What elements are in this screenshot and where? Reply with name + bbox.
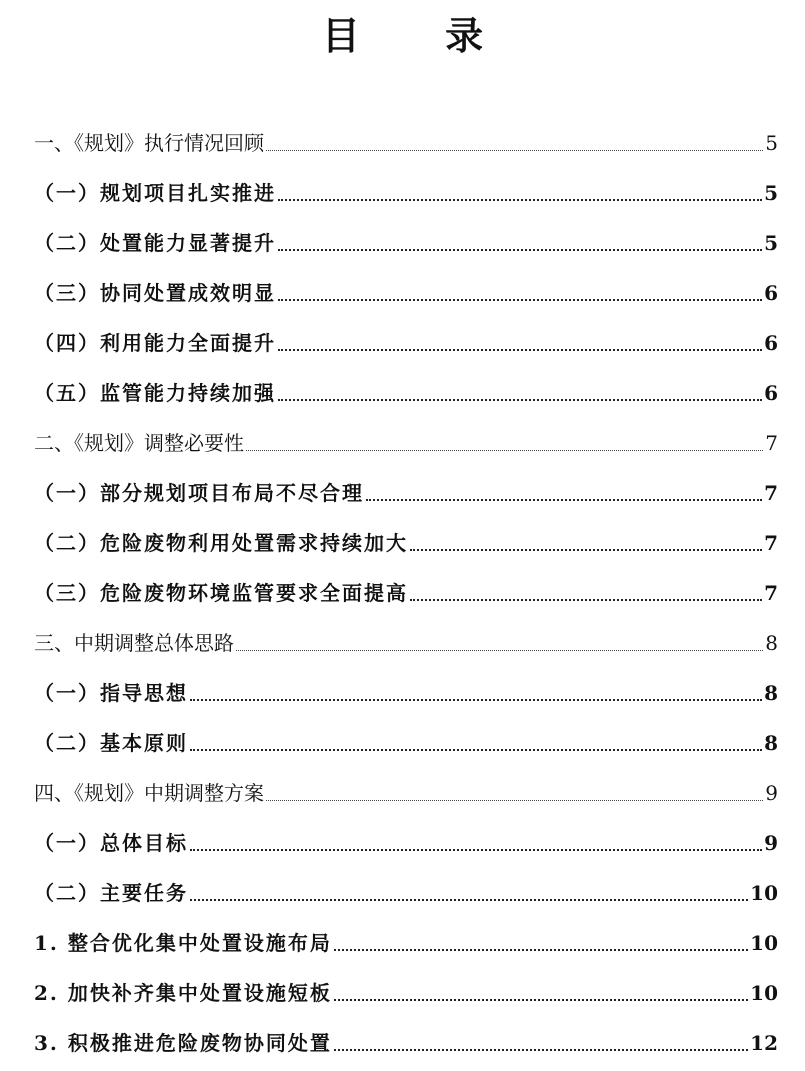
toc-dot-leader bbox=[266, 150, 763, 151]
toc-dot-leader bbox=[236, 650, 763, 651]
toc-entry-label: （二）基本原则 bbox=[34, 731, 188, 755]
toc-page-number: 10 bbox=[750, 881, 778, 905]
page-title: 目 录 bbox=[321, 13, 520, 58]
toc-entry[interactable] bbox=[34, 616, 778, 666]
toc-entry[interactable] bbox=[34, 216, 778, 266]
toc-page-number: 8 bbox=[764, 681, 778, 705]
toc-entry-label: （一）规划项目扎实推进 bbox=[34, 181, 276, 205]
toc-entry-label: 二、《规划》调整必要性 bbox=[34, 431, 244, 455]
toc-dot-leader bbox=[334, 999, 748, 1001]
toc-page-number: 6 bbox=[764, 281, 778, 305]
toc-page-number: 9 bbox=[764, 831, 778, 855]
toc-page-number: 7 bbox=[764, 581, 778, 605]
toc-entry[interactable] bbox=[34, 466, 778, 516]
toc-dot-leader bbox=[190, 849, 762, 851]
toc-page-number: 10 bbox=[750, 931, 778, 955]
toc-entry[interactable] bbox=[34, 816, 778, 866]
toc-entry-label: 2. 加快补齐集中处置设施短板 bbox=[34, 981, 332, 1005]
toc-page-number: 7 bbox=[765, 431, 778, 455]
toc-dot-leader bbox=[190, 749, 762, 751]
toc-entry[interactable] bbox=[34, 716, 778, 766]
toc-page-number: 8 bbox=[765, 631, 778, 655]
toc-entry[interactable] bbox=[34, 266, 778, 316]
toc-dot-leader bbox=[278, 249, 762, 251]
toc-entry-label: 四、《规划》中期调整方案 bbox=[34, 781, 264, 805]
toc-entry[interactable] bbox=[34, 966, 778, 1016]
toc-page-number: 5 bbox=[764, 181, 778, 205]
toc-entry[interactable] bbox=[34, 666, 778, 716]
toc-entry[interactable] bbox=[34, 566, 778, 616]
toc-entry[interactable] bbox=[34, 416, 778, 466]
toc-entry[interactable] bbox=[34, 166, 778, 216]
toc-dot-leader bbox=[190, 699, 762, 701]
toc-dot-leader bbox=[366, 499, 762, 501]
toc-dot-leader bbox=[278, 199, 762, 201]
toc-page-number: 8 bbox=[764, 731, 778, 755]
toc-dot-leader bbox=[278, 399, 762, 401]
toc-dot-leader bbox=[246, 450, 763, 451]
toc-dot-leader bbox=[278, 299, 762, 301]
toc-entry-label: （二）危险废物利用处置需求持续加大 bbox=[34, 531, 408, 555]
toc-page-number: 7 bbox=[764, 531, 778, 555]
toc-entry[interactable] bbox=[34, 366, 778, 416]
toc-dot-leader bbox=[334, 1049, 748, 1051]
toc-entry[interactable] bbox=[34, 516, 778, 566]
toc-dot-leader bbox=[334, 949, 748, 951]
toc-entry-label: （四）利用能力全面提升 bbox=[34, 331, 276, 355]
toc-page-number: 10 bbox=[750, 981, 778, 1005]
toc-dot-leader bbox=[278, 349, 762, 351]
toc-dot-leader bbox=[410, 549, 762, 551]
toc-entry-label: 三、中期调整总体思路 bbox=[34, 631, 234, 655]
toc-entry-label: （二）主要任务 bbox=[34, 881, 188, 905]
toc-page-number: 5 bbox=[764, 231, 778, 255]
toc-entry[interactable] bbox=[34, 316, 778, 366]
toc-entry-label: （三）协同处置成效明显 bbox=[34, 281, 276, 305]
toc-page-number: 9 bbox=[765, 781, 778, 805]
toc-entry-label: （一）指导思想 bbox=[34, 681, 188, 705]
toc-entry-label: （一）部分规划项目布局不尽合理 bbox=[34, 481, 364, 505]
toc-entry[interactable] bbox=[34, 916, 778, 966]
toc-dot-leader bbox=[410, 599, 762, 601]
toc-entry[interactable] bbox=[34, 1016, 778, 1066]
toc-entry[interactable] bbox=[34, 866, 778, 916]
toc-entry-label: （二）处置能力显著提升 bbox=[34, 231, 276, 255]
toc-page-number: 7 bbox=[764, 481, 778, 505]
toc-page-number: 12 bbox=[750, 1031, 778, 1055]
toc-entry-label: （三）危险废物环境监管要求全面提高 bbox=[34, 581, 408, 605]
toc-page-number: 6 bbox=[764, 331, 778, 355]
toc-dot-leader bbox=[190, 899, 748, 901]
toc-entry-label: 一、《规划》执行情况回顾 bbox=[34, 131, 264, 155]
table-of-contents bbox=[34, 116, 778, 1066]
toc-entry-label: （五）监管能力持续加强 bbox=[34, 381, 276, 405]
toc-entry-label: 3. 积极推进危险废物协同处置 bbox=[34, 1031, 332, 1055]
toc-page-number: 5 bbox=[765, 131, 778, 155]
toc-entry[interactable] bbox=[34, 116, 778, 166]
toc-entry-label: （一）总体目标 bbox=[34, 831, 188, 855]
toc-entry-label: 1. 整合优化集中处置设施布局 bbox=[34, 931, 332, 955]
toc-dot-leader bbox=[266, 800, 763, 801]
toc-page-number: 6 bbox=[764, 381, 778, 405]
toc-entry[interactable] bbox=[34, 766, 778, 816]
